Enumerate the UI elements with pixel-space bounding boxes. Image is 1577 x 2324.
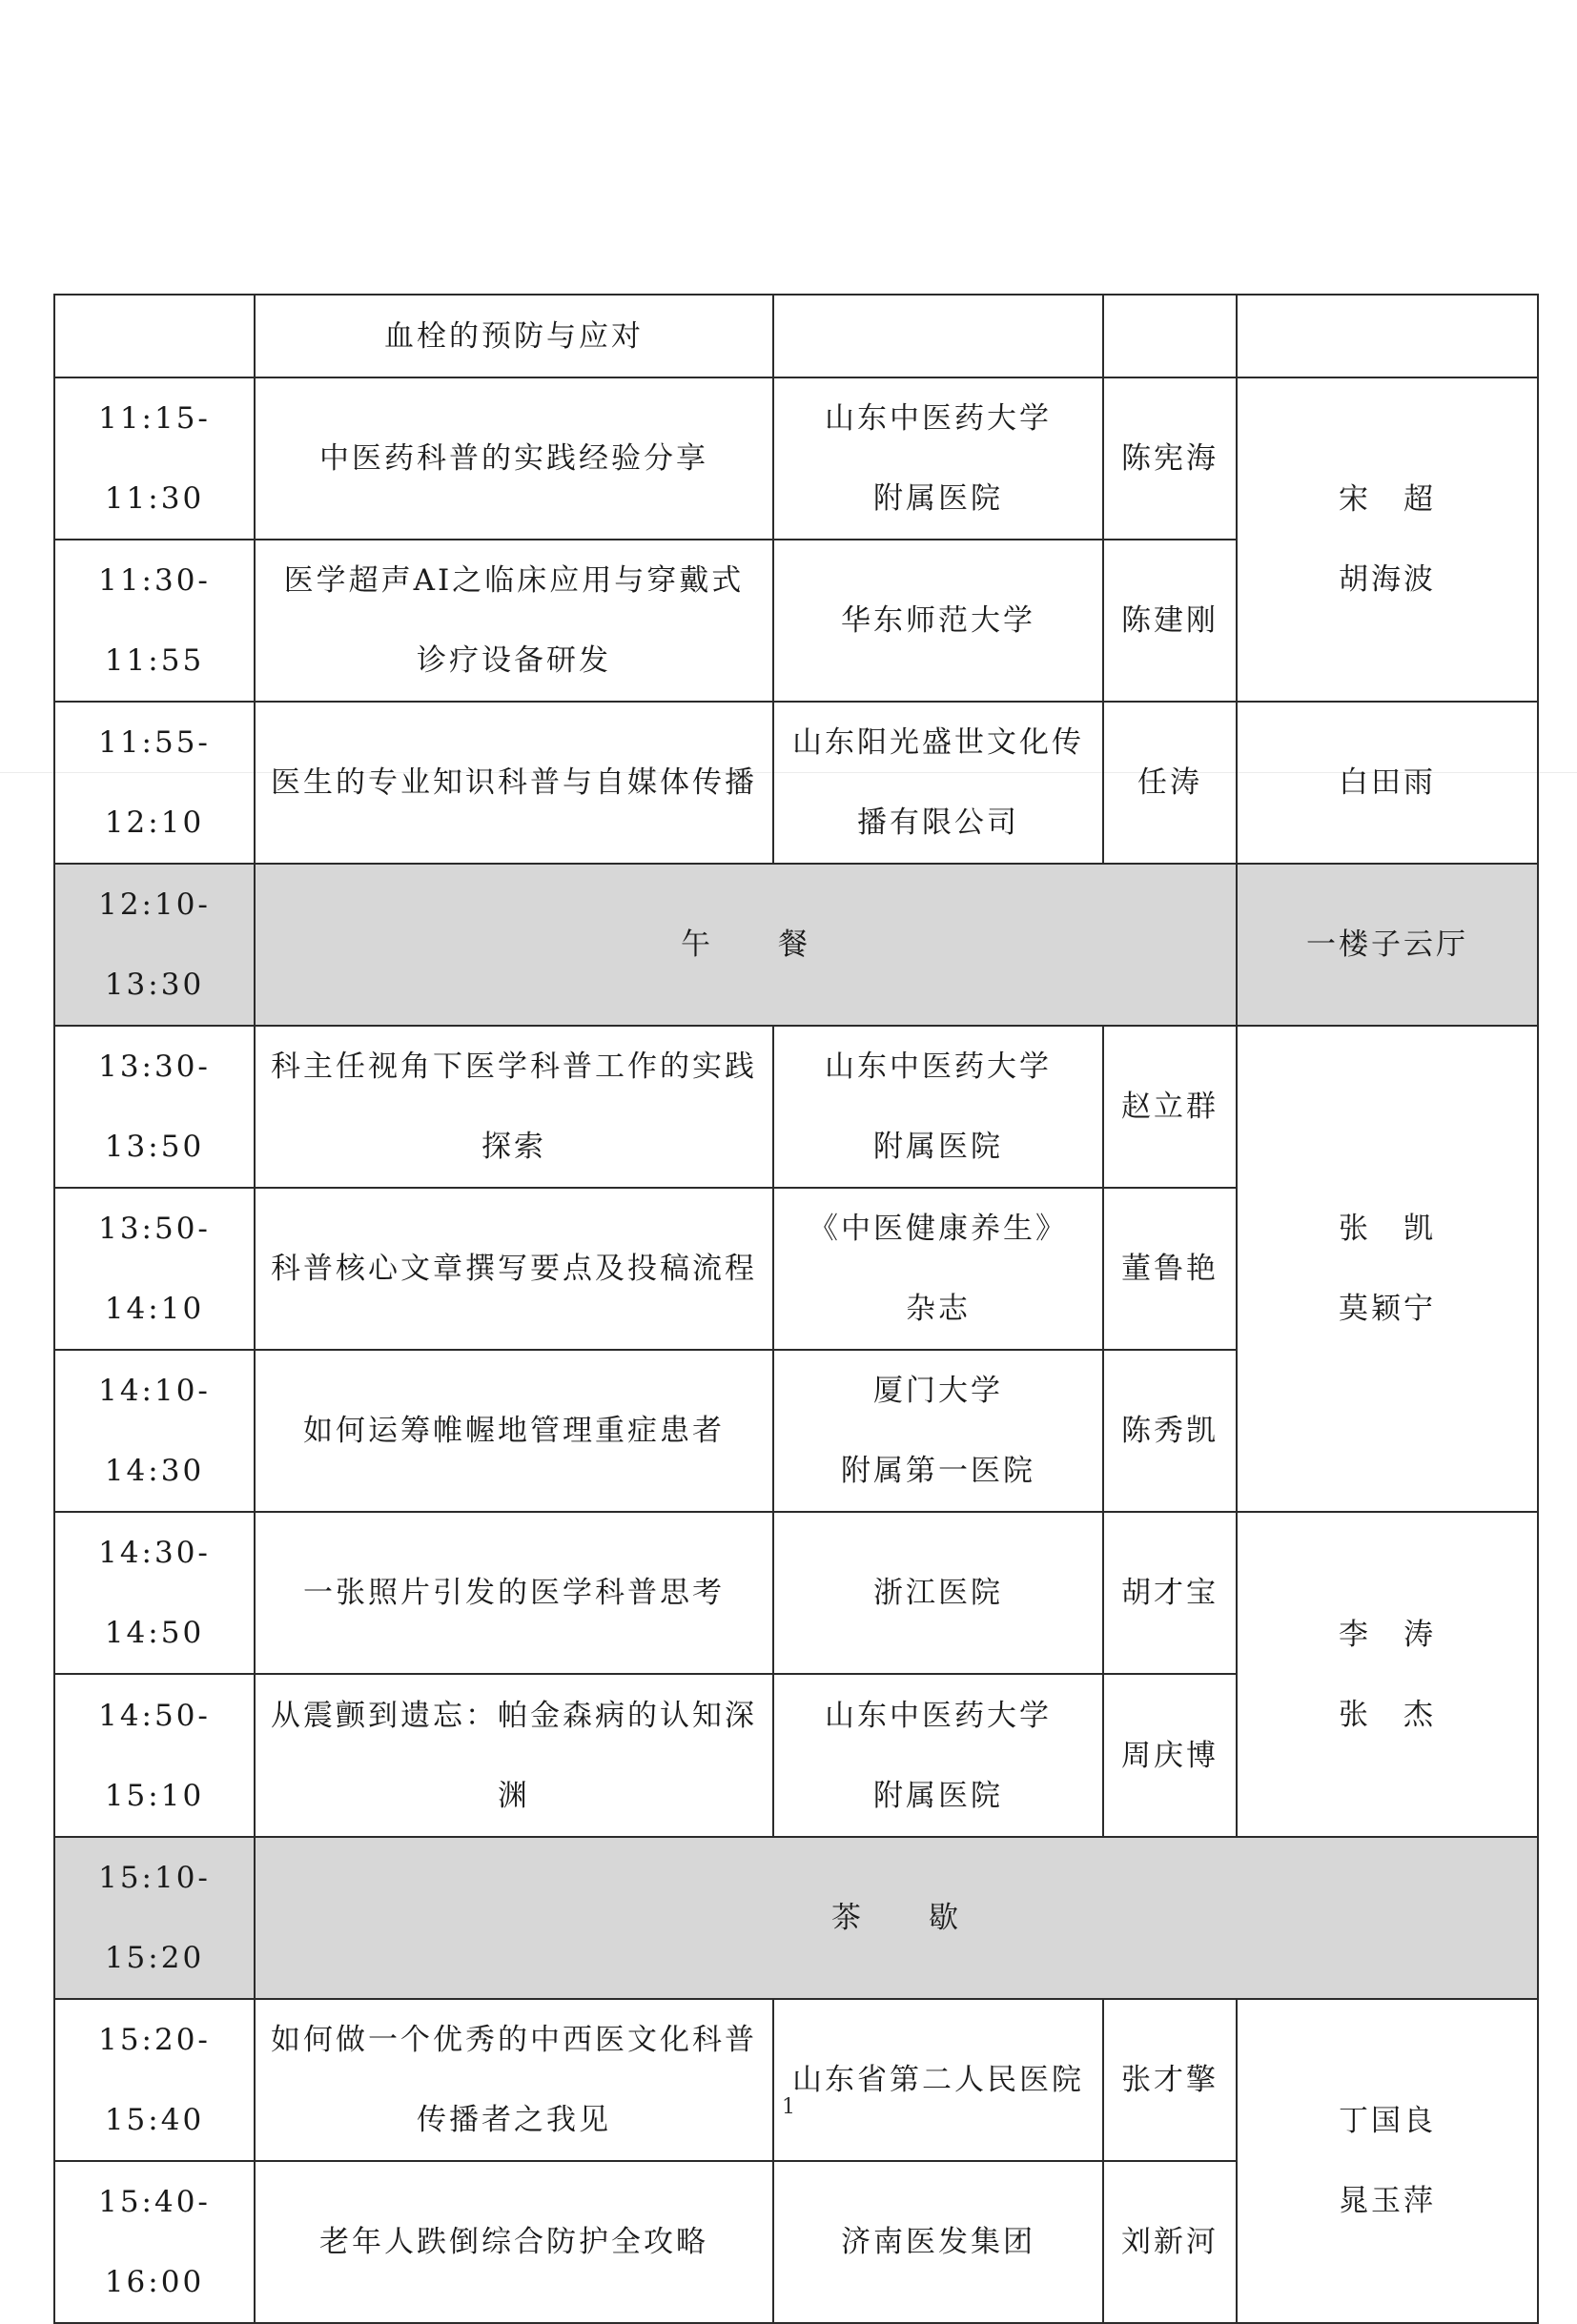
time-cell: 14:30-14:50: [54, 1512, 255, 1674]
chair-cell: [1237, 1999, 1538, 2323]
time-cell: [54, 295, 255, 377]
tea-break-label: 茶 歇: [255, 1837, 1538, 1999]
organization-cell: [773, 1026, 1103, 1188]
speaker-cell: 周庆博: [1103, 1674, 1237, 1837]
talk-title-cell: 科普核心文章撰写要点及投稿流程: [255, 1188, 773, 1350]
chair-name: 晁玉萍: [1339, 2184, 1436, 2218]
speaker-cell: 陈建刚: [1103, 540, 1237, 702]
chair-cell: [1237, 377, 1538, 702]
time-cell: 15:20-15:40: [54, 1999, 255, 2161]
talk-title-cell: 医生的专业知识科普与自媒体传播: [255, 702, 773, 864]
time-cell: 13:30-13:50: [54, 1026, 255, 1188]
organization-line: 附属医院: [873, 481, 1003, 516]
speaker-cell: 任涛: [1103, 702, 1237, 864]
organization-cell: [773, 295, 1103, 377]
break-row: [54, 1837, 1538, 1999]
chair-name: 李 涛: [1339, 1617, 1436, 1652]
organization-cell: 浙江医院: [773, 1512, 1103, 1674]
organization-cell: [773, 1674, 1103, 1837]
location-cell: 一楼子云厅: [1237, 864, 1538, 1026]
talk-title-cell: 老年人跌倒综合防护全攻略: [255, 2161, 773, 2323]
table-row: [54, 295, 1538, 377]
talk-title-line: 如何做一个优秀的中西医文化科普: [271, 2023, 757, 2057]
time-cell: 14:50-15:10: [54, 1674, 255, 1837]
talk-title-line: 医学超声AI之临床应用与穿戴式: [283, 563, 745, 598]
chair-name: 宋 超: [1339, 482, 1436, 517]
organization-cell: 山东省第二人民医院: [773, 1999, 1103, 2161]
lunch-label: 午 餐: [255, 864, 1237, 1026]
talk-title-line: 诊疗设备研发: [417, 643, 611, 678]
organization-line: 附属医院: [873, 1130, 1003, 1164]
talk-title-line: 渊: [498, 1778, 530, 1813]
time-cell: 15:10-15:20: [54, 1837, 255, 1999]
chair-cell: [1237, 295, 1538, 377]
organization-cell: [773, 1188, 1103, 1350]
chair-cell: [1237, 1026, 1538, 1512]
organization-line: 附属医院: [873, 1778, 1003, 1813]
chair-name: 丁国良: [1339, 2104, 1436, 2138]
talk-title-line: 探索: [481, 1130, 546, 1164]
organization-cell: [773, 377, 1103, 540]
organization-line: 附属第一医院: [841, 1454, 1035, 1488]
time-cell: 12:10-13:30: [54, 864, 255, 1026]
speaker-cell: 陈宪海: [1103, 377, 1237, 540]
chair-name: 张 杰: [1339, 1697, 1436, 1732]
organization-line: 山东中医药大学: [825, 1050, 1052, 1084]
organization-line: 杂志: [906, 1292, 971, 1326]
speaker-cell: [1103, 295, 1237, 377]
speaker-cell: 刘新河: [1103, 2161, 1237, 2323]
organization-cell: 济南医发集团: [773, 2161, 1103, 2323]
talk-title-cell: [255, 1026, 773, 1188]
talk-title-cell: [255, 1999, 773, 2161]
time-cell: 15:40-16:00: [54, 2161, 255, 2323]
organization-line: 山东中医药大学: [825, 1698, 1052, 1733]
talk-title-cell: 血栓的预防与应对: [255, 295, 773, 377]
organization-cell: [773, 702, 1103, 864]
table-row: [54, 377, 1538, 540]
talk-title-cell: 如何运筹帷幄地管理重症患者: [255, 1350, 773, 1512]
talk-title-cell: 一张照片引发的医学科普思考: [255, 1512, 773, 1674]
talk-title-cell: 中医药科普的实践经验分享: [255, 377, 773, 540]
speaker-cell: 张才擎: [1103, 1999, 1237, 2161]
chair-name: 胡海波: [1339, 562, 1436, 597]
chair-name: 莫颖宁: [1339, 1292, 1436, 1326]
speaker-cell: 赵立群: [1103, 1026, 1237, 1188]
talk-title-line: 传播者之我见: [417, 2103, 611, 2137]
table-row: [54, 702, 1538, 864]
talk-title-cell: [255, 540, 773, 702]
speaker-cell: 董鲁艳: [1103, 1188, 1237, 1350]
organization-line: 《中医健康养生》: [809, 1212, 1068, 1246]
speaker-cell: 陈秀凯: [1103, 1350, 1237, 1512]
talk-title-line: 从震颤到遗忘：帕金森病的认知深: [271, 1698, 757, 1733]
organization-line: 山东中医药大学: [825, 401, 1052, 436]
chair-name: 张 凯: [1339, 1212, 1436, 1246]
chair-cell: [1237, 1512, 1538, 1837]
time-cell: 11:55-12:10: [54, 702, 255, 864]
organization-line: 播有限公司: [857, 805, 1019, 840]
organization-cell: [773, 1350, 1103, 1512]
time-cell: 14:10-14:30: [54, 1350, 255, 1512]
organization-line: 山东阳光盛世文化传: [792, 725, 1084, 760]
break-row: [54, 864, 1538, 1026]
time-cell: 11:30-11:55: [54, 540, 255, 702]
time-cell: 13:50-14:10: [54, 1188, 255, 1350]
table-row: [54, 1026, 1538, 1188]
talk-title-line: 科主任视角下医学科普工作的实践: [271, 1050, 757, 1084]
speaker-cell: 胡才宝: [1103, 1512, 1237, 1674]
schedule-table: [53, 294, 1539, 2324]
talk-title-cell: [255, 1674, 773, 1837]
chair-cell: 白田雨: [1237, 702, 1538, 864]
page-number: 1: [782, 2095, 795, 2119]
table-row: [54, 1999, 1538, 2161]
table-row: [54, 1512, 1538, 1674]
organization-line: 厦门大学: [873, 1374, 1003, 1408]
time-cell: 11:15-11:30: [54, 377, 255, 540]
organization-cell: 华东师范大学: [773, 540, 1103, 702]
